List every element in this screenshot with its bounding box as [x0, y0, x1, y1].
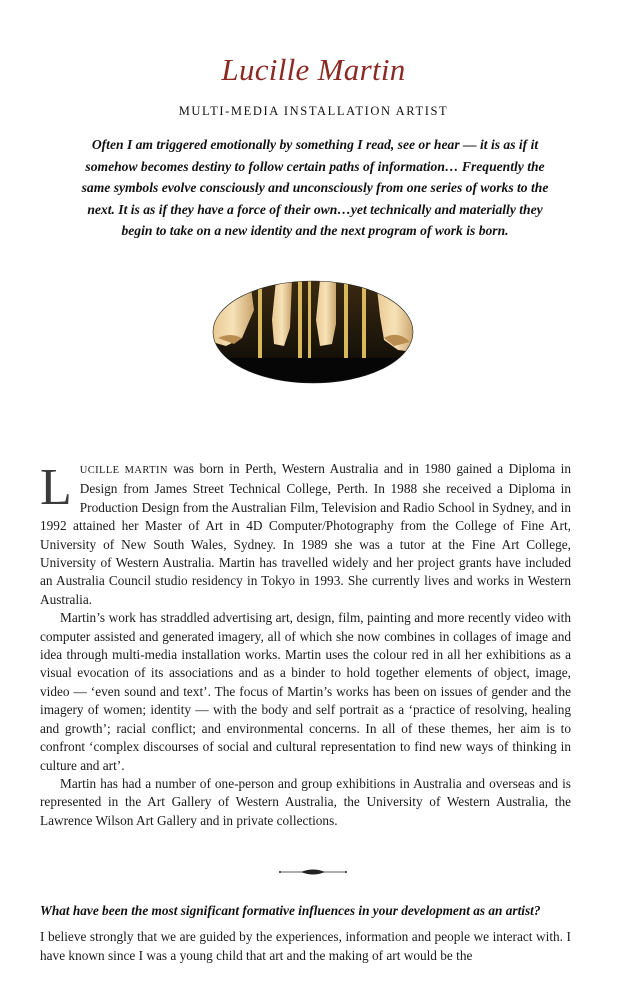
- artwork-oval-image: [212, 280, 414, 384]
- artist-name: Lucille Martin: [221, 52, 406, 87]
- biography-paragraph-2: Martin’s work has straddled advertising art, design, film, painting and more recently video with computer assisted and generated imagery, all of which she now combines in collages of image and idea through multi-media installation works. Martin uses the colour red in all her exhibitions as a visual evocation of its associations and as a binder to hold together elements of object, image, video — ‘even sound and text’. The focus of Martin’s works has been on issues of gender and the imagery of women; identity — with the body and self portrait as a ‘practice of resolving, healing and growth’; racial conflict; and environmental concerns. In all of these themes, her aim is to confront ‘complex discourses of social and cultural representation to find new ways of thinking in culture and art’.: [40, 610, 571, 773]
- artist-role: MULTI-MEDIA INSTALLATION ARTIST: [178, 104, 449, 118]
- biography: [40, 460, 571, 830]
- section-divider-ornament: [278, 867, 348, 877]
- biography-paragraph-3: Martin has had a number of one-person and group exhibitions in Australia and overseas and is represented in the Art Gallery of Western Australia, the University of Western Australia, the Lawrence Wilson Art Gallery and in private collections.: [40, 775, 571, 828]
- interview-question: What have been the most significant formative influences in your development as an artist?: [40, 903, 541, 918]
- biography-smallcaps-name: UCILLE MARTIN: [79, 465, 168, 476]
- interview-answer: I believe strongly that we are guided by the experiences, information and people we interact with. I have known since I was a young child that art and the making of art would be the: [40, 929, 571, 963]
- biography-paragraph-1: [40, 460, 571, 609]
- drop-cap: L: [40, 459, 72, 516]
- biography-paragraph-1-text: was born in Perth, Western Australia and in 1980 gained a Diploma in Design from James Street Technical College, Perth. In 1988 she received a Diploma in Production Design from the Australian Film, Television and Radio School in Sydney, and in 1992 attained her Master of Art in 4D Computer/Photography from the College of Fine Art, University of New South Wales, Sydney. In 1989 she was a tutor at the Fine Art College, University of Western Australia. Martin has travelled widely and her project grants have included an Australia Council studio residency in Tokyo in 1993. She currently lives and works in Western Australia.: [40, 461, 572, 607]
- artist-quote: Often I am triggered emotionally by something I read, see or hear — it is as if it somehow becomes destiny to follow certain paths of information… Frequently the same symbols evolve consciously and unconsciously from one series of works to the next. It is as if they have a force of their own…yet technically and materially they begin to take on a new identity and the next program of work is born.: [81, 137, 549, 238]
